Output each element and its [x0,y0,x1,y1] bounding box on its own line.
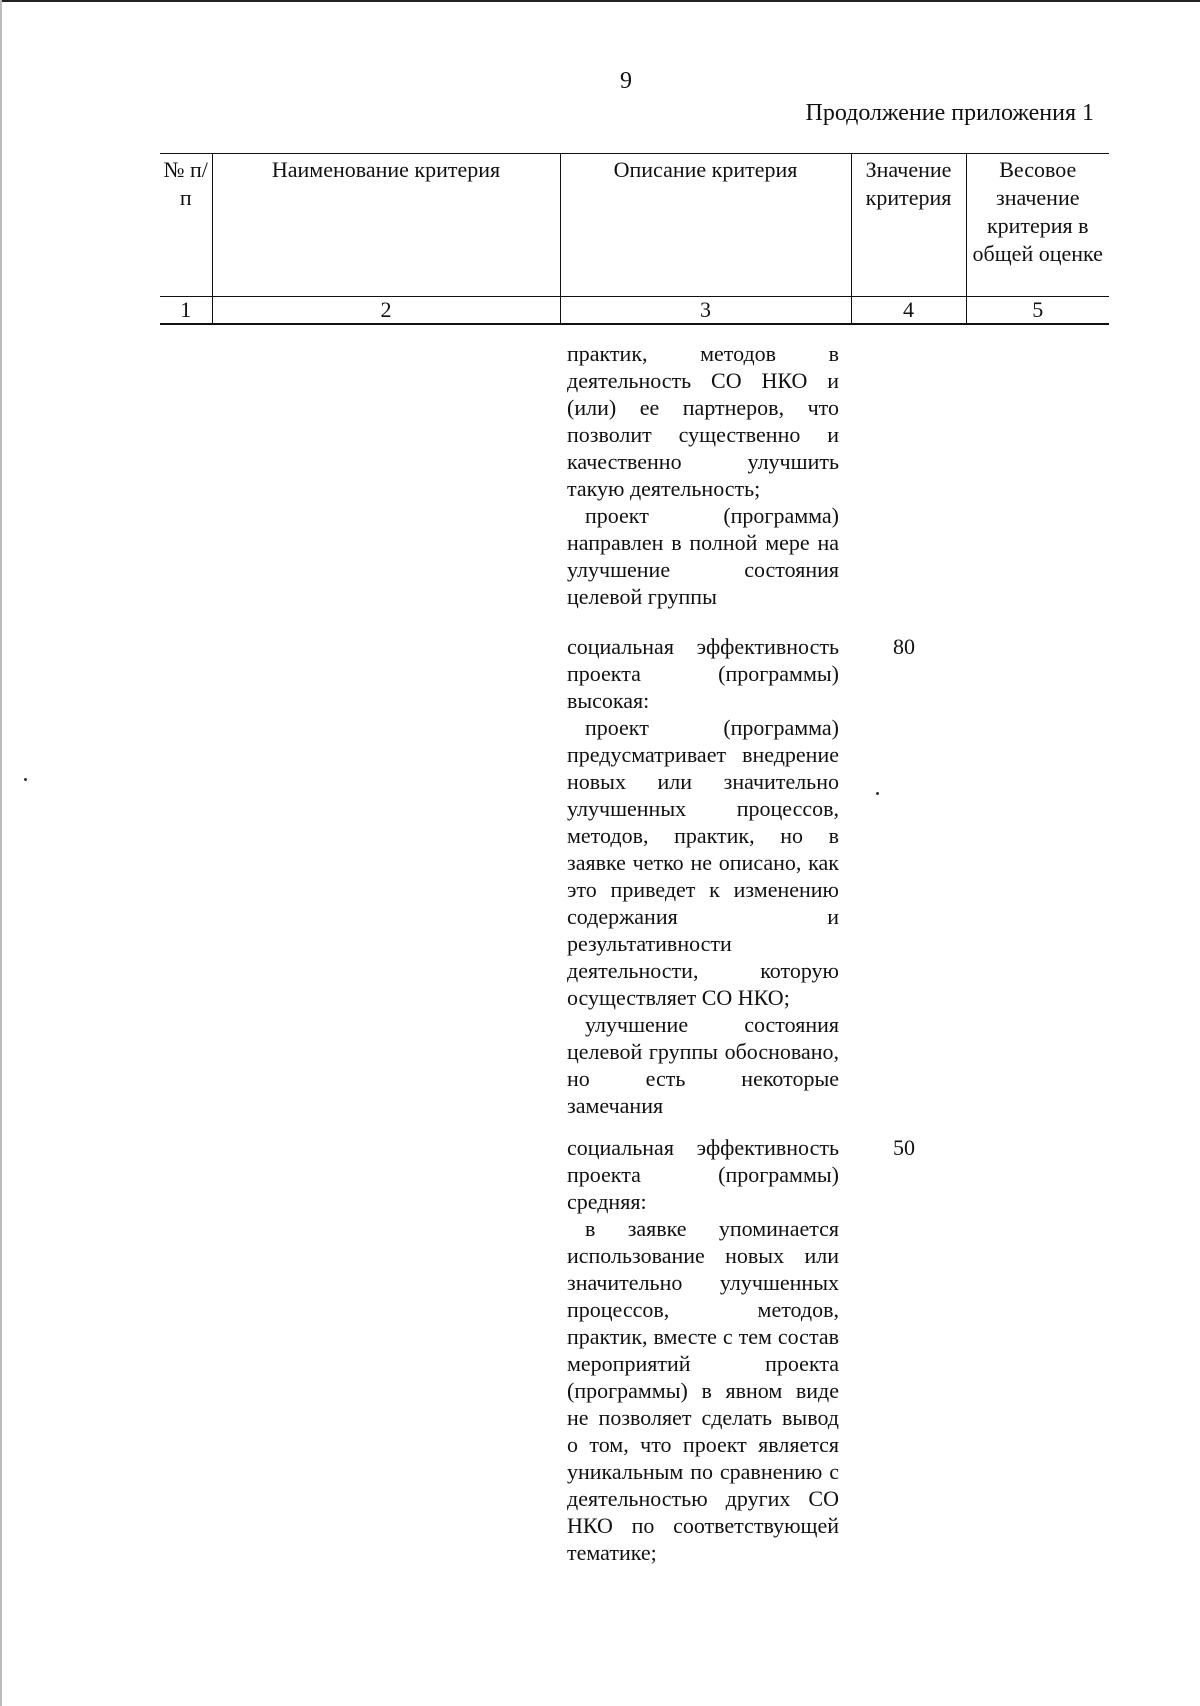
description-1-target-group: проект (программа) направлен в полной мере на улучшение состояния целевой группы [567,503,839,609]
column-number-4: 4 [851,297,966,325]
description-2-target-group: улучшение состояния целевой группы обосновано, но есть некоторые замечания [567,1012,839,1118]
header-weight: Весовое значение критерия в общей оценке [966,154,1109,297]
description-3-heading: социальная эффективность проекта (программы) средняя: [567,1135,839,1214]
header-number: № п/п [160,154,212,297]
page-subtitle: Продолжение приложения 1 [805,100,1094,126]
description-block-2 [567,633,839,1119]
header-criterion-description: Описание критерия [560,154,851,297]
header-criterion-name: Наименование критерия [212,154,560,297]
description-3-methods: в заявке упоминается использование новых или значительно улучшенных процессов, методов, практик, вместе с тем состав мероприятий проекта (программы) в явном виде не позволяет сделать вывод о том, что проект является уникальным по сравнению с деятельностью других СО НКО по соответствующей тематике; [567,1216,839,1565]
column-number-row [160,297,1109,325]
description-1-continuation: практик, методов в деятельность СО НКО и (или) ее партнеров, что позволит существенно и качественно улучшить такую деятельность; [567,341,839,501]
scan-edge-top [0,0,1200,2]
header-criterion-value: Значение критерия [851,154,966,297]
column-number-2: 2 [212,297,560,325]
scan-speck [876,792,879,795]
table-header-row [160,154,1109,297]
column-number-3: 3 [560,297,851,325]
description-block-1 [567,340,839,610]
criterion-value-50: 50 [893,1135,915,1160]
criteria-table [160,153,1109,325]
description-2-heading: социальная эффективность проекта (программы) высокая: [567,634,839,713]
column-number-1: 1 [160,297,212,325]
scan-edge-left [0,0,2,1706]
description-block-3 [567,1134,839,1566]
column-number-5: 5 [966,297,1109,325]
scan-speck [24,778,27,781]
description-2-methods: проект (программа) предусматривает внедрение новых или значительно улучшенных процессов, методов, практик, но в заявке четко не описано, как это приведет к изменению содержания и результативности деятельности, которую осуществляет СО НКО; [567,715,839,1010]
page-number: 9 [620,68,632,94]
criterion-value-80: 80 [893,634,915,659]
